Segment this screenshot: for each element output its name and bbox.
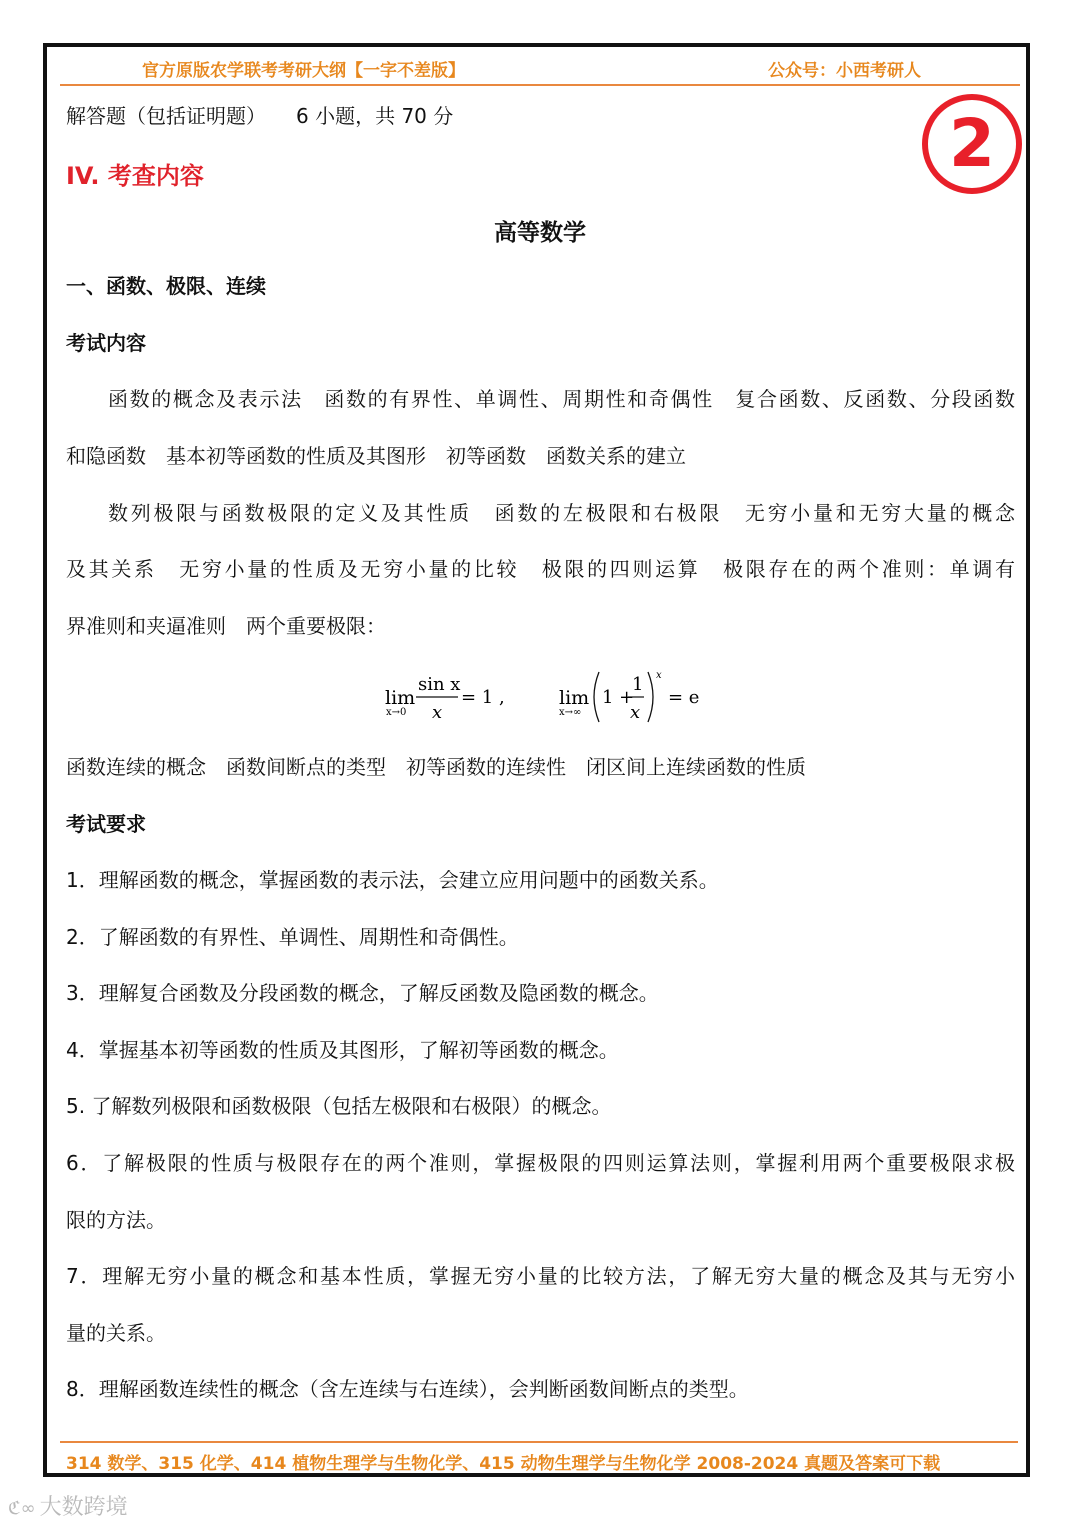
subject-title: 高等数学 [494,220,586,246]
right-paren [648,672,653,722]
footer-note: 314 数学、315 化学、414 植物生理学与生物化学、415 动物生理学与生物化学 2008-2024 真题及答案可下载 [66,1454,941,1474]
frac-num-2: 1 [632,674,644,695]
requirement-item: 1．理解函数的概念，掌握函数的表示法，会建立应用问题中的函数关系。 [66,868,719,892]
left-paren [594,672,599,722]
chapter-title: 一、函数、极限、连续 [66,274,266,298]
lim-sub-1: x→0 [386,707,407,718]
requirement-item: 5. 了解数列极限和函数极限（包括左极限和右极限）的概念。 [66,1094,612,1118]
intro-line: 解答题（包括证明题） 6 小题，共 70 分 [66,104,454,128]
content-line: 和隐函数 基本初等函数的性质及其图形 初等函数 函数关系的建立 [66,444,686,468]
watermark [8,1490,128,1521]
requirement-item: 7．理解无穷小量的概念和基本性质，掌握无穷小量的比较方法，了解无穷大量的概念及其与无穷小 [66,1264,1015,1288]
lim-label-1: lim [385,687,416,709]
requirement-item: 6．了解极限的性质与极限存在的两个准则，掌握极限的四则运算法则，掌握利用两个重要极限求极 [66,1151,1015,1175]
page-header [60,56,1020,86]
requirement-item-cont: 限的方法。 [66,1208,166,1232]
header-title: 官方原版农学联考考研大纲【一字不差版】 [142,61,465,81]
eq-2: = e [668,687,700,708]
requirements-heading: 考试要求 [66,812,146,836]
content-line: 函数的概念及表示法 函数的有界性、单调性、周期性和奇偶性 复合函数、反函数、分段函数 [108,387,1015,411]
content-line: 界准则和夹逼准则 两个重要极限： [66,614,386,638]
requirement-item: 8．理解函数连续性的概念（含左连续与右连续），会判断函数间断点的类型。 [66,1377,749,1401]
requirement-item: 2．了解函数的有界性、单调性、周期性和奇偶性。 [66,925,519,949]
limit-formula [385,668,705,728]
exponent: x [656,670,662,681]
frac-num-1: sin x [418,674,461,695]
section-title: IV. 考查内容 [66,162,204,190]
requirement-item: 3．理解复合函数及分段函数的概念，了解反函数及隐函数的概念。 [66,981,659,1005]
lim-label-2: lim [559,687,590,709]
watermark-logo-icon: ℭ∞ [8,1498,36,1519]
limit-formula-svg [385,668,705,728]
header-wechat: 公众号：小西考研人 [768,61,921,81]
one-plus: 1 + [602,687,635,708]
lim-sub-2: x→∞ [559,707,582,718]
content-heading: 考试内容 [66,331,146,355]
eq-1: = 1 , [461,687,505,708]
requirement-item: 4．掌握基本初等函数的性质及其图形，了解初等函数的概念。 [66,1038,619,1062]
footer-divider [60,1441,1018,1443]
content-line: 数列极限与函数极限的定义及其性质 函数的左极限和右极限 无穷小量和无穷大量的概念 [108,501,1015,525]
page-number-badge: 2 [922,94,1022,194]
content-line: 及其关系 无穷小量的性质及无穷小量的比较 极限的四则运算 极限存在的两个准则：单调有 [66,557,1015,581]
frac-den-1: x [432,702,443,723]
frac-den-2: x [630,702,641,723]
watermark-text: 大数跨境 [39,1495,128,1520]
continuity-line: 函数连续的概念 函数间断点的类型 初等函数的连续性 闭区间上连续函数的性质 [66,755,806,779]
requirement-item-cont: 量的关系。 [66,1321,166,1345]
